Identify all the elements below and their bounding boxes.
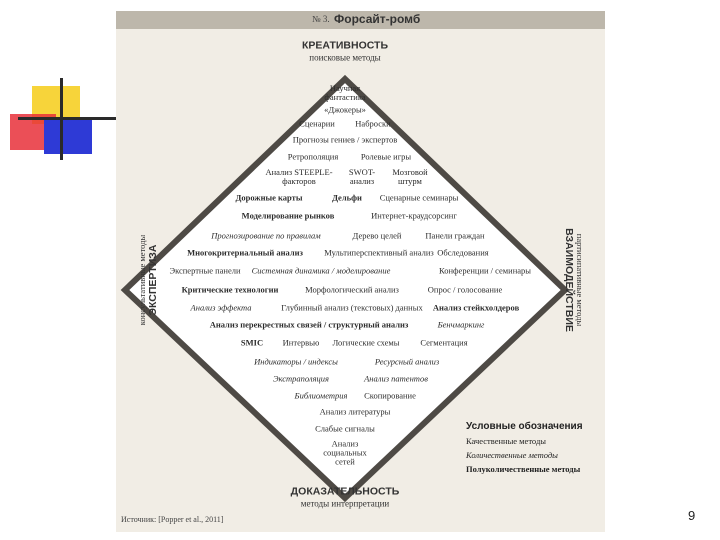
method-label: Дельфи (332, 192, 362, 203)
method-label: Анализ патентов (364, 373, 428, 384)
method-label: Наброски (355, 118, 391, 129)
method-label: Бенчмаркинг (437, 319, 485, 330)
method-label: Критические технологии (181, 284, 279, 295)
bottom-axis-title: ДОКАЗАТЕЛЬНОСТЬ (290, 485, 400, 498)
method-label: Мозговой штурм (392, 167, 428, 186)
scanned-page (116, 11, 605, 532)
right-axis-label (563, 220, 585, 340)
method-label: Ролевые игры (360, 151, 412, 162)
horizontal-line-decoration (18, 117, 118, 120)
source-note: Источник: [Popper et al., 2011] (121, 515, 224, 524)
method-label: Прогнозы гениев / экспертов (292, 134, 398, 145)
method-label: Интернет-краудсорсинг (371, 210, 457, 221)
left-axis-label (137, 220, 159, 340)
header-number: № 3. (312, 14, 330, 24)
method-label: Экстраполяция (272, 373, 330, 384)
method-label: Мультиперспективный анализ (324, 247, 434, 258)
method-label: Морфологический анализ (305, 284, 399, 295)
left-axis-subtitle: консультативные методы (137, 234, 147, 326)
method-label: SWOT- анализ (348, 167, 376, 186)
top-axis-title: КРЕАТИВНОСТЬ (301, 39, 389, 52)
method-label: Индикаторы / индексы (254, 356, 338, 367)
method-label: Скопирование (364, 390, 416, 401)
method-label: Дорожные карты (235, 192, 303, 203)
method-label: Ретрополяция (287, 151, 339, 162)
method-label: Слабые сигналы (315, 423, 375, 434)
method-label: Библиометрия (294, 390, 348, 401)
method-label: Сегментация (420, 337, 468, 348)
right-axis-title: ВЗАИМОДЕЙСТВИЕ (563, 228, 575, 332)
method-label: Интервью (282, 337, 320, 348)
legend (466, 421, 583, 478)
method-label: Анализ STEEPLE- факторов (265, 167, 333, 186)
method-label: Ресурсный анализ (374, 356, 440, 367)
method-label: Опрос / голосование (427, 284, 503, 295)
method-label: Глубинный анализ (текстовых) данных (281, 302, 423, 313)
method-label: Научная фантастика (324, 83, 366, 102)
method-label: Моделирование рынков (241, 210, 335, 221)
method-label: Сценарные семинары (379, 192, 459, 203)
blue-square-decoration (44, 118, 92, 154)
method-label: Дерево целей (352, 230, 402, 241)
method-label: «Джокеры» (324, 104, 366, 115)
legend-qualitative: Качественные методы (466, 436, 546, 446)
method-label: Сценарии (299, 118, 335, 129)
method-label: Анализ перекрестных связей / структурный анализ (209, 319, 409, 330)
method-label: Панели граждан (425, 230, 485, 241)
right-axis-subtitle: партисипативные методы (575, 233, 585, 327)
legend-quantitative: Количественные методы (466, 450, 558, 460)
legend-semi-quantitative: Полуколичественные методы (466, 464, 581, 474)
left-axis-title: ЭКСПЕРТИЗА (147, 244, 159, 316)
method-label: Многокритериальный анализ (187, 247, 303, 258)
method-label: Логические схемы (332, 337, 400, 348)
page-number: 9 (688, 508, 696, 523)
method-label: Конференции / семинары (438, 265, 532, 276)
top-axis-subtitle: поисковые методы (309, 52, 381, 63)
method-label: Анализ социальных сетей (323, 438, 367, 467)
bottom-axis-subtitle: методы интерпретации (300, 498, 390, 509)
method-label: Обследования (437, 247, 489, 258)
header-title: Форсайт-ромб (334, 12, 421, 26)
method-label: Анализ литературы (319, 406, 391, 417)
method-label: SMIC (240, 337, 264, 348)
vertical-line-decoration (60, 78, 63, 160)
legend-title: Условные обозначения (466, 421, 583, 432)
method-label: Анализ эффекта (190, 302, 252, 313)
method-label: Прогнозирование по правилам (211, 230, 321, 241)
method-label: Экспертные панели (169, 265, 241, 276)
method-label: Анализ стейкхолдеров (432, 302, 520, 313)
method-label: Системная динамика / моделирование (251, 265, 391, 276)
